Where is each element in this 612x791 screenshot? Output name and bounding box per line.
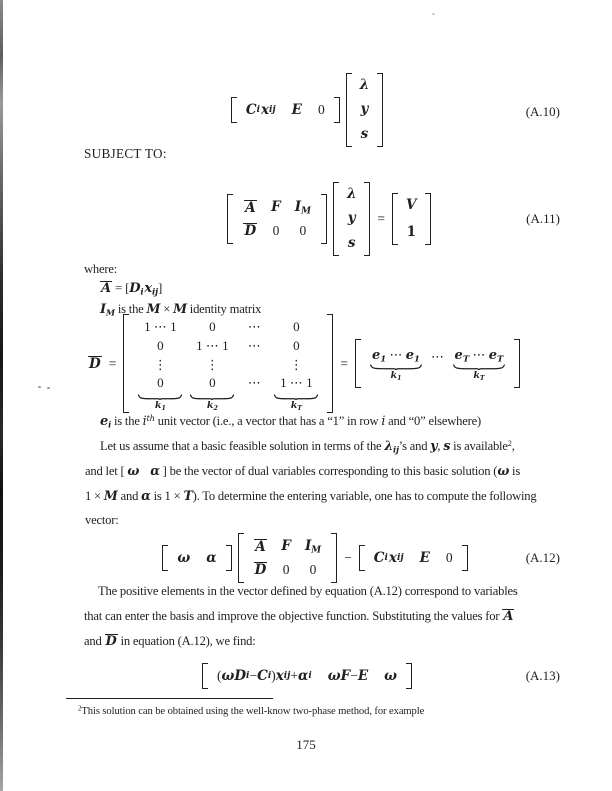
matrix-cells [129,314,327,413]
equation-a13 [60,658,554,694]
matrix-cell: ⋮ [205,356,219,372]
text-run: is [509,464,521,478]
math-token: x [260,102,270,118]
math-sub: 1 [380,354,387,365]
paragraph-2-line-2 [84,609,514,625]
math-token: × [160,302,174,316]
math-token: + [290,668,298,683]
equation-tag-a11: (A.11) [526,211,560,226]
math-token: 1 [406,223,416,240]
column-vector-lambda-y-s [333,182,370,256]
equals-sign: = [340,355,348,371]
math-token: x [144,281,152,296]
dbar-rhs [355,339,520,389]
row-cells: C i x ij E 0 [373,550,453,566]
minus-sign: − [344,550,352,565]
matrix-cell: 0 [209,319,216,334]
math-token: M [173,301,187,316]
text-run: and let [ [85,464,128,478]
row-cells: C i x ij E 0 [245,102,325,118]
math-token: s [443,438,451,453]
text-run: is the [111,414,143,428]
constraint-matrix [238,533,338,583]
math-token: s [360,125,369,142]
text-run: and [117,489,142,503]
math-sub: ij [393,444,399,455]
footnote [78,706,424,717]
math-token: ⋯ [430,348,444,364]
row-vector-objective [359,545,468,571]
scan-speck [432,13,435,15]
bracket-right [406,663,412,689]
math-sub: 2 [213,405,218,413]
math-token: ⋯ [386,346,406,362]
text-run: vector: [85,513,119,527]
math-token-dbar: D [89,355,101,372]
subject-to-heading: SUBJECT TO: [84,146,167,161]
bracket-right [226,545,232,571]
math-token-abar: A [503,609,514,624]
math-token: − [350,668,358,683]
math-sub: M [105,307,115,318]
math-sub: i [108,419,112,430]
math-token: 0 [299,222,307,238]
text-run: ] be the vector of dual variables corresponding to this basic solution ( [159,464,498,478]
paragraph-1-line-4 [85,513,119,529]
footnote-text: This solution can be obtained using the well-know two-phase method, for example [81,706,425,717]
math-sub: ij [151,287,158,298]
math-token: s [347,234,356,251]
text-run: that can enter the basis and improve the objective function. Substituting the values for [84,609,503,623]
math-token: D [234,668,247,684]
text-run: Let us assume that a basic feasible solution in terms of the [100,439,385,453]
text-run: , [511,439,515,453]
math-token: x [275,668,284,684]
matrix-cell: 0 [209,375,216,390]
where-label: where: [84,262,118,276]
math-token: 0 [317,102,325,117]
text-run: 1 × [85,489,104,503]
footnote-marker: 2 [507,438,512,448]
matrix-cell: ⋮ [289,356,303,372]
scan-edge-artifact [0,0,3,791]
math-token: − [249,668,258,683]
math-token: M [146,301,161,316]
equation-a12 [68,531,562,585]
matrix-cells [244,533,332,583]
math-token-abar: A [245,199,256,216]
bracket-right [334,97,340,123]
math-token: k [154,400,162,412]
math-token: e [454,347,463,363]
matrix-cell: 1 ⋯ 1 [144,319,177,334]
text-run: and [84,634,105,648]
paragraph-1-line-2 [85,463,520,480]
math-sub: i [140,287,144,298]
equation-a11 [82,178,576,260]
math-token: C [245,102,257,118]
math-token: ( [216,668,222,683]
vector-cells [339,182,364,256]
matrix-cell: 0 [157,338,164,353]
math-token-dbar: D [254,562,267,578]
math-token: E [419,550,430,566]
math-token: y [360,101,369,118]
math-token: C [257,668,268,684]
definition-dbar [88,314,520,413]
paragraph-2-line-1 [98,584,518,600]
dbar-matrix [123,314,333,413]
math-token: i [381,413,386,428]
math-token: λ [384,438,394,453]
math-token: e [488,347,497,363]
math-token: λ [346,186,357,202]
bracket-right [321,194,327,244]
math-token: α [141,488,151,503]
math-token: ω [127,463,140,478]
math-sub: 1 [161,405,166,413]
text-run: is the [114,302,147,316]
definition-abar [100,280,162,297]
text-run: is available [450,439,508,453]
bracket-right [462,545,468,571]
underbrace-k1 [138,392,182,412]
equation-a10 [60,70,554,150]
underbrace-kt [274,392,318,412]
equation-tag-a10: (A.10) [525,104,560,119]
math-token [295,200,311,215]
math-token: ω [177,550,191,566]
math-token: 0 [309,561,317,577]
rhs-vector [392,193,430,245]
math-sub: T [497,354,504,365]
text-run: and “0” elsewhere) [385,414,481,428]
math-token: ⋯ [469,346,489,362]
text-run: unit vector (i.e., a vector that has a “1” in row [154,414,382,428]
math-token: ω [497,463,510,478]
brace-label [291,401,302,412]
math-token: y [430,438,438,453]
matrix-cell: 0 [293,338,300,353]
math-token: E [291,102,302,118]
brace-label [207,401,218,412]
matrix-cell: 0 [293,319,300,334]
underbrace-k2 [190,392,234,412]
bracket-right [377,73,383,147]
vector-cells [398,193,424,245]
math-token: k [473,369,480,381]
bracket-right [425,193,431,245]
matrix-cells [233,194,321,244]
math-token: I [294,199,302,216]
math-token: 0 [445,550,453,565]
math-token-dbar: D [244,223,257,239]
math-sub: M [301,206,311,217]
math-token: e [405,347,414,363]
math-token: y [347,210,356,227]
text-run: is 1 × [150,489,184,503]
math-sub: M [311,545,322,556]
entering-vector [202,663,412,689]
math-token: k [206,400,214,412]
matrix-cell: ⋯ [247,375,261,390]
math-token: λ [359,77,370,93]
e1-group [370,348,422,382]
equals-sign: = [108,355,117,371]
bracket-right [327,314,333,413]
brace-label [473,371,484,382]
paragraph-2-line-3 [84,634,256,650]
math-token: k [390,369,398,381]
column-vector-lambda-y-s [346,73,383,147]
footnote-marker: 2 [78,704,82,713]
math-sub: T [462,354,470,365]
math-token: F [340,668,351,684]
math-token: C [373,550,385,566]
math-token: 0 [282,561,290,577]
math-token: F [271,198,281,215]
matrix-cell: ⋯ [247,319,261,334]
math-token: ω [221,668,235,684]
math-token: E [357,668,369,684]
scan-speck [38,386,41,388]
math-token: 0 [272,222,280,238]
math-token: e [371,347,381,363]
vector-cells [352,73,377,147]
page-number: 175 [296,737,316,752]
text-run: ’s and [398,439,431,453]
math-token [305,539,321,554]
matrix-cell: ⋯ [247,338,261,353]
text-run: identity matrix [186,302,262,316]
bracket-right [514,339,520,389]
paragraph-1-line-1 [100,438,515,455]
footnote-rule [66,698,273,699]
bracket-right [364,182,370,256]
math-token: x [388,550,397,566]
matrix-cell: ⋮ [153,356,167,372]
text-run: ). To determine the entering variable, one has to compute the following [192,489,537,503]
math-token: ω [327,668,341,684]
math-token-abar: A [101,281,111,296]
brace-label [390,371,401,382]
math-token: I [100,302,106,317]
equation-tag-a13: (A.13) [525,668,560,683]
row-cells [168,545,225,571]
math-token: = [ [111,280,130,295]
text-run: , [437,439,444,453]
math-token: ] [157,280,163,295]
math-token: ) [271,668,276,683]
bracket-right [331,533,337,583]
matrix-cell: 0 [157,375,164,390]
math-token: M [103,488,118,503]
equals-sign: = [377,211,386,226]
math-token: V [406,197,417,213]
math-sup: th [146,412,155,423]
equation-tag-a12: (A.12) [525,550,560,565]
math-token: F [281,537,291,554]
math-sub: T [297,405,302,413]
brace-label [155,401,166,412]
math-token: ω [384,668,398,684]
math-sub: 1 [414,354,420,365]
math-token-dbar: D [105,634,117,649]
math-token: α [298,668,309,684]
math-token: α [206,550,217,566]
group-content [454,346,504,365]
math-token: α [150,463,160,478]
constraint-matrix [227,194,327,244]
rhs-groups [361,339,514,389]
math-token: e [100,414,109,429]
paragraph-1-line-3 [85,488,536,505]
math-token: i [142,413,147,428]
math-token: k [290,400,298,412]
text-run: in equation (A.12), we find: [117,634,256,648]
math-token-abar: A [255,538,266,555]
math-sub: 1 [397,374,402,382]
math-token: T [183,488,193,503]
text-run: The positive elements in the vector defined by equation (A.12) correspond to variables [98,584,518,598]
scan-speck [47,387,50,389]
matrix-cell: 1 ⋯ 1 [280,375,313,390]
row-cells: ( ω D i − C i ) x ij + α i ω F − E ω [216,668,398,684]
math-token: I [304,538,312,555]
row-vector-objective [231,97,340,123]
dual-row-vector [162,545,231,571]
definition-ei [100,413,481,430]
group-content [371,346,420,365]
et-group [453,348,505,382]
math-token: D [129,281,141,296]
matrix-cell: 1 ⋯ 1 [196,338,229,353]
math-sub: T [479,374,485,382]
